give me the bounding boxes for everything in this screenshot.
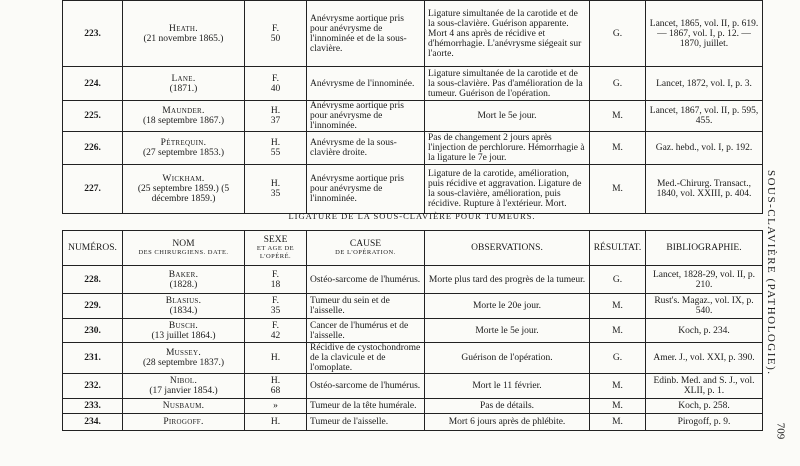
bibliography-cell xyxy=(646,374,763,399)
row-number: 229. xyxy=(84,301,101,311)
observation-cell xyxy=(425,67,590,101)
result-text: G. xyxy=(612,28,623,39)
surgeon-cell xyxy=(123,101,245,132)
age-value: 55 xyxy=(270,148,281,158)
bibliography-text: Lancet, 1872, vol. I, p. 3. xyxy=(656,78,752,89)
bibliography-cell xyxy=(646,1,763,67)
result-cell xyxy=(590,294,646,319)
observation-cell xyxy=(425,343,590,374)
observation-text: Mort 6 jours après de phlébite. xyxy=(448,417,566,427)
table-row xyxy=(63,294,763,319)
cause-cell xyxy=(307,319,425,343)
observation-text: Morte le 20e jour. xyxy=(472,301,542,311)
observation-cell xyxy=(425,266,590,294)
age-value: 35 xyxy=(270,189,281,199)
bibliography-text: Rust's. Magaz., vol. IX, p. 540. xyxy=(654,296,754,316)
result-text: M. xyxy=(612,143,623,153)
bibliography-cell xyxy=(646,132,763,165)
sex-age-cell xyxy=(245,165,307,214)
sex-age-cell xyxy=(245,266,307,294)
observation-cell xyxy=(425,101,590,132)
result-cell xyxy=(590,266,646,294)
header-numeros: NUMÉROS. xyxy=(63,231,123,266)
row-number: 227. xyxy=(84,184,101,194)
surgeon-name: Pirogoff. xyxy=(163,417,204,427)
result-cell xyxy=(590,1,646,67)
cause-cell xyxy=(307,294,425,319)
surgeon-name: Nibol. xyxy=(169,376,198,386)
observation-cell xyxy=(425,294,590,319)
page-number: 709 xyxy=(774,422,787,440)
surgeon-name: Maunder. xyxy=(162,106,205,116)
age-value: 50 xyxy=(270,33,281,44)
operation-date: (1828.) xyxy=(169,279,198,290)
bibliography-text: Med.-Chirurg. Transact., 1840, vol. XXIII, p. 404. xyxy=(656,179,752,199)
result-cell xyxy=(590,101,646,132)
bibliography-text: Lancet, 1867, vol. II, p. 595, 455. xyxy=(649,106,759,126)
operation-date: (27 septembre 1853.) xyxy=(143,148,224,158)
row-number: 224. xyxy=(84,78,101,89)
observation-text: Mort le 5e jour. xyxy=(477,111,537,121)
operation-date: (28 septembre 1837.) xyxy=(143,358,224,368)
row-number: 225. xyxy=(84,111,101,121)
header-observations: OBSERVATIONS. xyxy=(425,231,590,266)
header-bibliographie: BIBLIOGRAPHIE. xyxy=(646,231,763,266)
cause-cell xyxy=(307,1,425,67)
header-cause: CAUSE DE L'OPÉRATION. xyxy=(307,231,425,266)
table-row xyxy=(63,101,763,132)
sex-age-cell xyxy=(245,67,307,101)
age-value: 37 xyxy=(270,116,281,126)
row-number xyxy=(63,294,123,319)
bibliography-text: Amer. J., vol. XXI, p. 390. xyxy=(653,353,755,363)
row-number: 231. xyxy=(84,353,101,363)
surgeon-cell xyxy=(123,343,245,374)
bibliography-cell xyxy=(646,294,763,319)
sex-age-cell xyxy=(245,294,307,319)
header-sexe: SEXE ET AGE DE L'OPÉRÉ. xyxy=(245,231,307,266)
table-row xyxy=(63,319,763,343)
row-number: 232. xyxy=(84,381,101,391)
bibliography-cell xyxy=(646,101,763,132)
sex-value: H. xyxy=(270,179,281,189)
result-cell xyxy=(590,67,646,101)
cause-text: Anévrysme aortique pris pour anévrysme de l'innominée. xyxy=(310,174,404,204)
table-row xyxy=(63,67,763,101)
cause-text: Tumeur du sein et de l'aisselle. xyxy=(310,296,390,316)
cause-text: Tumeur de la tête humérale. xyxy=(310,401,417,411)
surgeon-name: Baker. xyxy=(168,269,199,280)
surgeon-name: Nusbaum. xyxy=(162,401,205,411)
row-number xyxy=(63,319,123,343)
observation-text: Guérison de l'opération. xyxy=(461,353,553,363)
bibliography-text: Lancet, 1865, vol. II, p. 619. — 1867, vol. I, p. 12. — 1870, juillet. xyxy=(649,18,759,49)
sex-age-cell xyxy=(245,374,307,399)
result-cell xyxy=(590,132,646,165)
operation-date: (17 janvier 1854.) xyxy=(149,386,218,396)
sex-value: H. xyxy=(270,417,281,427)
sex-age-cell xyxy=(245,414,307,431)
age-value: 42 xyxy=(270,330,281,341)
surgeon-cell xyxy=(123,414,245,431)
header-resultat: RÉSULTAT. xyxy=(590,231,646,266)
sex-value: F. xyxy=(272,73,279,84)
observation-text: Ligature simultanée de la carotide et de la sous-clavière. Pas d'amélioration de la tumeur. Guérison de l'opération. xyxy=(428,68,583,99)
observation-cell xyxy=(425,414,590,431)
cause-text: Anévrysme aortique pris pour anévrysme de l'innominée. xyxy=(310,101,404,131)
bibliography-cell xyxy=(646,266,763,294)
surgeon-name: Lane. xyxy=(171,73,196,84)
row-number xyxy=(63,399,123,414)
bibliography-cell xyxy=(646,67,763,101)
row-number: 234. xyxy=(84,417,101,427)
observation-cell xyxy=(425,319,590,343)
surgeon-name: Mussey. xyxy=(165,348,202,358)
cause-cell xyxy=(307,101,425,132)
cause-text: Anévrysme aortique pris pour anévrysme de l'innominée et de la sous-clavière. xyxy=(310,13,407,54)
observation-cell xyxy=(425,374,590,399)
sex-value: H. xyxy=(270,376,281,386)
result-cell xyxy=(590,165,646,214)
result-text: M. xyxy=(612,381,623,391)
surgeon-name: Busch. xyxy=(168,320,199,331)
table-row xyxy=(63,374,763,399)
cause-text: Anévrysme de l'innominée. xyxy=(310,78,415,89)
bibliography-cell xyxy=(646,414,763,431)
observation-text: Morte le 5e jour. xyxy=(475,325,539,336)
observation-cell xyxy=(425,1,590,67)
operation-date: (18 septembre 1867.) xyxy=(143,116,224,126)
cause-text: Anévrysme de la sous-clavière droite. xyxy=(310,138,397,158)
row-number xyxy=(63,165,123,214)
bibliography-cell xyxy=(646,399,763,414)
observation-cell xyxy=(425,165,590,214)
row-number: 226. xyxy=(84,143,101,153)
surgeon-cell xyxy=(123,374,245,399)
operation-date: (21 novembre 1865.) xyxy=(143,33,224,44)
observation-cell xyxy=(425,399,590,414)
surgeon-name: Pétrequin. xyxy=(160,138,207,148)
bibliography-text: Gaz. hebd., vol. I, p. 192. xyxy=(655,143,753,153)
running-head: SOUS-CLAVIÈRE (PATHOLOGIE). xyxy=(765,170,777,376)
table-row xyxy=(63,132,763,165)
result-text: M. xyxy=(612,417,623,427)
cause-cell xyxy=(307,399,425,414)
observation-text: Ligature simultanée de la carotide et de la sous-clavière. Guérison apparente. Mort 4 ans après de récidive et d'hémorrhagie. L'anévrysme siégeait sur l'aorte. xyxy=(428,8,582,59)
surgeon-cell xyxy=(123,399,245,414)
result-text: G. xyxy=(612,274,623,285)
cause-cell xyxy=(307,67,425,101)
sex-age-cell xyxy=(245,101,307,132)
table-row xyxy=(63,1,763,67)
header-nom: NOM DES CHIRURGIENS. DATE. xyxy=(123,231,245,266)
sex-value: F. xyxy=(272,23,279,34)
result-text: M. xyxy=(612,401,623,411)
sex-value: H. xyxy=(270,106,281,116)
result-text: M. xyxy=(612,111,623,121)
row-number xyxy=(63,374,123,399)
section-title: LIGATURE DE LA SOUS-CLAVIÈRE POUR TUMEURS. xyxy=(288,211,536,221)
bottom-table xyxy=(62,230,763,431)
surgeon-cell xyxy=(123,319,245,343)
row-number xyxy=(63,67,123,101)
bibliography-text: Koch, p. 258. xyxy=(678,401,730,411)
cause-text: Cancer de l'humérus et de l'aisselle. xyxy=(310,320,409,341)
surgeon-cell xyxy=(123,1,245,67)
age-value: 18 xyxy=(270,279,281,290)
sex-value: F. xyxy=(272,269,279,280)
observation-cell xyxy=(425,132,590,165)
row-number xyxy=(63,266,123,294)
cause-cell xyxy=(307,374,425,399)
row-number xyxy=(63,101,123,132)
operation-date: (1834.) xyxy=(169,306,198,316)
surgeon-cell xyxy=(123,294,245,319)
sex-age-cell xyxy=(245,399,307,414)
sex-value: F. xyxy=(272,320,279,331)
bibliography-cell xyxy=(646,343,763,374)
surgeon-cell xyxy=(123,266,245,294)
surgeon-cell xyxy=(123,132,245,165)
observation-text: Pas de changement 2 jours après l'injection de perchlorure. Hémorrhagie à la ligature le 7e jour. xyxy=(428,133,585,163)
result-cell xyxy=(590,343,646,374)
table-row xyxy=(63,399,763,414)
sex-age-cell xyxy=(245,1,307,67)
observation-text: Ligature de la carotide, amélioration, puis récidive et aggravation. Ligature de la sous-clavière, amélioration, puis récidive. Rupture à l'extérieur. Mort. xyxy=(428,169,582,209)
result-text: M. xyxy=(612,325,623,336)
operation-date: (1871.) xyxy=(169,83,198,94)
cause-cell xyxy=(307,343,425,374)
result-text: G. xyxy=(612,353,623,363)
row-number xyxy=(63,414,123,431)
observation-text: Pas de détails. xyxy=(479,401,535,411)
header-row xyxy=(63,231,763,266)
cause-text: Ostéo-sarcome de l'humérus. xyxy=(310,274,421,285)
table-row xyxy=(63,165,763,214)
row-number: 230. xyxy=(84,325,101,336)
sex-age-cell xyxy=(245,319,307,343)
bibliography-cell xyxy=(646,319,763,343)
cause-text: Tumeur de l'aisselle. xyxy=(310,417,389,427)
surgeon-name: Heath. xyxy=(169,23,198,34)
bibliography-text: Pirogoff, p. 9. xyxy=(677,417,731,427)
sex-age-cell xyxy=(245,132,307,165)
table-row xyxy=(63,414,763,431)
sex-age-cell xyxy=(245,343,307,374)
result-text: M. xyxy=(612,184,623,194)
result-cell xyxy=(590,374,646,399)
cause-cell xyxy=(307,132,425,165)
cause-text: Récidive de cystochondrome de la clavicule et de l'omoplate. xyxy=(310,343,421,373)
sex-value: » xyxy=(273,401,278,411)
row-number xyxy=(63,132,123,165)
cause-text: Ostéo-sarcome de l'humérus. xyxy=(310,381,421,391)
row-number xyxy=(63,1,123,67)
table-row xyxy=(63,343,763,374)
cause-cell xyxy=(307,414,425,431)
operation-date: (25 septembre 1859.) (5 décembre 1859.) xyxy=(137,184,230,204)
age-value: 35 xyxy=(270,306,281,316)
age-value: 40 xyxy=(270,83,281,94)
table-row xyxy=(63,266,763,294)
result-cell xyxy=(590,399,646,414)
surgeon-name: Blasius. xyxy=(165,296,202,306)
row-number: 223. xyxy=(84,28,101,39)
result-text: G. xyxy=(612,78,623,89)
observation-text: Mort le 11 février. xyxy=(472,381,542,391)
surgeon-cell xyxy=(123,67,245,101)
bibliography-cell xyxy=(646,165,763,214)
surgeon-name: Wickham. xyxy=(162,174,205,184)
sex-value: F. xyxy=(272,296,279,306)
result-cell xyxy=(590,414,646,431)
result-cell xyxy=(590,319,646,343)
row-number xyxy=(63,343,123,374)
sex-value: H. xyxy=(270,353,281,363)
row-number: 233. xyxy=(84,401,101,411)
cause-cell xyxy=(307,266,425,294)
sex-value: H. xyxy=(270,138,281,148)
result-text: M. xyxy=(612,301,623,311)
observation-text: Morte plus tard des progrès de la tumeur. xyxy=(428,274,586,285)
surgeon-cell xyxy=(123,165,245,214)
bibliography-text: Edinb. Med. and S. J., vol. XLII, p. 1. xyxy=(653,376,755,396)
operation-date: (13 juillet 1864.) xyxy=(151,330,216,341)
row-number: 228. xyxy=(84,274,101,285)
age-value: 68 xyxy=(270,386,281,396)
bibliography-text: Lancet, 1828-29, vol. II, p. 210. xyxy=(652,269,756,290)
top-table xyxy=(62,0,763,214)
cause-cell xyxy=(307,165,425,214)
bibliography-text: Koch, p. 234. xyxy=(678,325,730,336)
